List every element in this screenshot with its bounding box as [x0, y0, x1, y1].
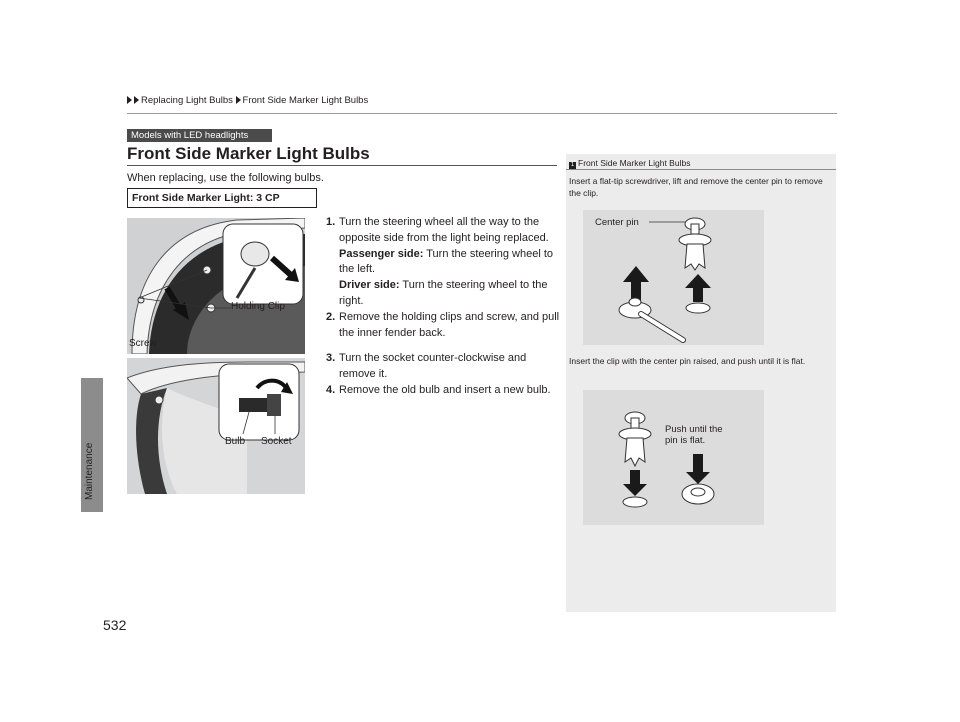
step-text: Turn the steering wheel all the way to the opposite side from the light being replaced. — [339, 216, 549, 244]
step-number: 4. — [326, 383, 336, 396]
socket-photo — [127, 358, 305, 494]
page-number: 532 — [103, 617, 127, 633]
socket-label: Socket — [261, 436, 292, 447]
step-2 — [326, 310, 566, 342]
fender-illustration — [127, 218, 305, 354]
step-text: Remove the old bulb and insert a new bulb. — [339, 383, 551, 396]
clip-removal-illustration — [583, 210, 764, 345]
clip-removal-diagram — [583, 210, 764, 345]
page-title: Front Side Marker Light Bulbs — [127, 144, 370, 163]
bulb-label: Bulb — [225, 436, 246, 447]
passenger-side-text: Turn the steering wheel to the left. — [339, 247, 554, 276]
step-4 — [326, 383, 566, 399]
breadcrumb-arrow-icon — [134, 96, 139, 104]
screw-label: Screw — [129, 338, 157, 349]
note-text-2: Insert the clip with the center pin raised, and push until it is flat. — [569, 356, 806, 366]
note-icon: 1 — [570, 162, 575, 168]
push-label-line-2: pin is flat. — [665, 435, 706, 446]
model-tag: Models with LED headlights — [127, 129, 272, 142]
notes-header-text: Front Side Marker Light Bulbs — [578, 158, 691, 168]
notes-divider — [566, 169, 836, 170]
header-divider — [127, 113, 837, 114]
breadcrumb-arrow-icon — [236, 96, 241, 104]
center-pin-label: Center pin — [595, 217, 639, 228]
step-number: 3. — [326, 352, 336, 365]
step-number: 2. — [326, 310, 336, 323]
bulb-spec: Front Side Marker Light: 3 CP — [127, 188, 317, 208]
breadcrumb — [127, 95, 368, 106]
intro-text: When replacing, use the following bulbs. — [127, 172, 324, 184]
driver-side-label: Driver side: — [339, 279, 400, 292]
holding-clip-label: Holding Clip — [231, 301, 285, 312]
step-1 — [326, 215, 566, 247]
breadcrumb-arrow-icon — [127, 96, 132, 104]
step-text: Remove the holding clips and screw, and pull the inner fender back. — [339, 310, 560, 339]
driver-side-text: Turn the steering wheel to the right. — [339, 279, 548, 307]
clip-insertion-diagram — [583, 390, 764, 525]
socket-illustration — [127, 358, 305, 494]
steps-list — [326, 215, 566, 399]
step-3 — [326, 351, 566, 383]
step-text: Turn the socket counter-clockwise and remove it. — [339, 352, 527, 381]
push-label-line-1: Push until the — [665, 424, 723, 435]
side-tab-label: Maintenance — [84, 442, 95, 500]
breadcrumb-item[interactable]: Replacing Light Bulbs — [141, 95, 233, 106]
step-number: 1. — [326, 216, 336, 228]
note-text-1: Insert a flat-tip screwdriver, lift and remove the center pin to remove the clip. — [569, 176, 823, 198]
clip-insertion-illustration — [583, 390, 764, 525]
passenger-side-label: Passenger side: — [339, 247, 424, 260]
notes-header — [569, 158, 690, 169]
step-1-detail — [326, 247, 566, 310]
title-divider — [127, 165, 557, 166]
breadcrumb-item[interactable]: Front Side Marker Light Bulbs — [242, 95, 369, 106]
fender-photo — [127, 218, 305, 354]
